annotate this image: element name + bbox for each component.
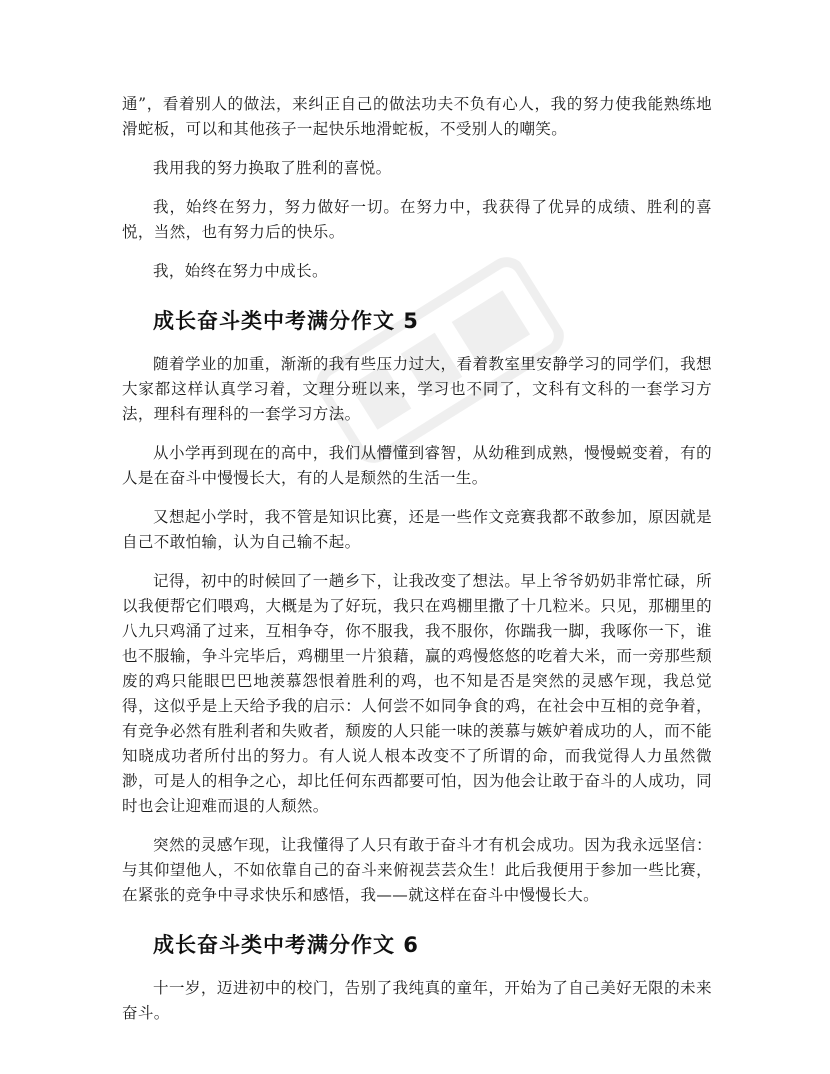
paragraph: 突然的灵感乍现，让我懂得了人只有敢于奋斗才有机会成功。因为我永远坚信：与其仰望他人，不如依靠自己的奋斗来俯视芸芸众生！此后我便用于参加一些比赛，在紧张的竞争中寻求快乐和感悟，我——就这样在奋斗中慢慢长大。 (122, 836, 712, 904)
section-heading-5: 成长奋斗类中考满分作文 5 (153, 309, 419, 333)
paragraph: 随着学业的加重，渐渐的我有些压力过大，看着教室里安静学习的同学们，我想大家都这样认真学习着，文理分班以来，学习也不同了，文科有文科的一套学习方法，理科有理科的一套学习方法。 (122, 355, 712, 423)
paragraph: 又想起小学时，我不管是知识比赛，还是一些作文竞赛我都不敢参加，原因就是自己不敢怕输，认为自己输不起。 (122, 508, 712, 551)
paragraph: 记得，初中的时候回了一趟乡下，让我改变了想法。早上爷爷奶奶非常忙碌，所以我便帮它们喂鸡，大概是为了好玩，我只在鸡棚里撒了十几粒米。只见，那棚里的八九只鸡涌了过来，互相争夺，你不服我，我不服你，你踹我一脚，我啄你一下，谁也不服输，争斗完毕后，鸡棚里一片狼藉，赢的鸡慢悠悠的吃着大米，而一旁那些颓废的鸡只能眼巴巴地羡慕怨恨着胜利的鸡，也不知是否是突然的灵感乍现，我总觉得，这似乎是上天给予我的启示：人何尝不如同争食的鸡，在社会中互相的竞争着，有竞争必然有胜利者和失败者，颓废的人只能一味的羡慕与嫉妒着成功的人，而不能知晓成功者所付出的努力。有人说人根本改变不了所谓的命，而我觉得人力虽然微渺，可是人的相争之心，却比任何东西都要可怕，因为他会让敢于奋斗的人成功，同时也会让迎难而退的人颓然。 (122, 572, 712, 815)
paragraph-continuation: 通”，看着别人的做法，来纠正自己的做法功夫不负有心人，我的努力使我能熟练地滑蛇板，可以和其他孩子一起快乐地滑蛇板，不受别人的嘲笑。 (122, 95, 712, 138)
paragraph: 我，始终在努力中成长。 (153, 262, 328, 280)
paragraph: 我，始终在努力，努力做好一切。在努力中，我获得了优异的成绩、胜利的喜悦，当然，也有努力后的快乐。 (122, 198, 712, 241)
paragraph: 十一岁，迈进初中的校门，告别了我纯真的童年，开始为了自己美好无限的未来奋斗。 (122, 979, 712, 1022)
section-heading-6: 成长奋斗类中考满分作文 6 (153, 933, 419, 957)
paragraph: 我用我的努力换取了胜利的喜悦。 (153, 159, 392, 177)
document-page (122, 92, 712, 1040)
paragraph: 从小学再到现在的高中，我们从懵懂到睿智，从幼稚到成熟，慢慢蜕变着，有的人是在奋斗中慢慢长大，有的人是颓然的生活一生。 (122, 444, 712, 487)
